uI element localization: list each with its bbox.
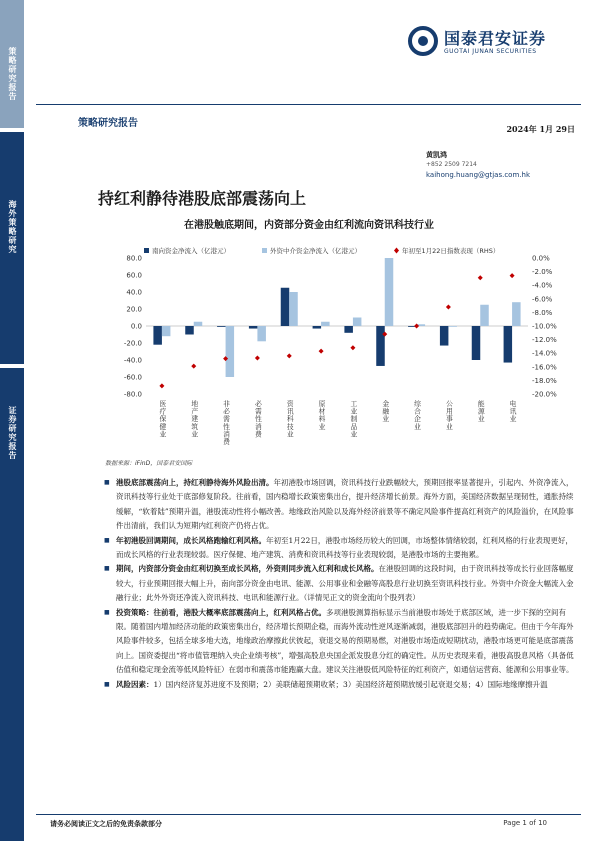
x-category-label-char: 材 bbox=[318, 407, 326, 416]
y-tick-label-left: 40.0 bbox=[126, 288, 142, 297]
index-performance-marker bbox=[191, 364, 196, 369]
bar bbox=[440, 326, 449, 346]
x-category-label-char: 业 bbox=[446, 422, 453, 431]
x-category-label-char: 非 bbox=[223, 400, 230, 408]
index-performance-marker bbox=[510, 273, 515, 278]
x-category-label-char: 地 bbox=[191, 400, 199, 408]
author-phone: +852 2509 7214 bbox=[426, 161, 477, 168]
report-subtitle: 在港股触底期间，内资部分资金由红利流向资讯科技行业 bbox=[184, 220, 434, 231]
x-category-label-char: 需 bbox=[223, 415, 230, 424]
bar bbox=[153, 326, 162, 345]
bullet-heading: 港股底部震荡向上，持红利静待海外风险出清。 bbox=[116, 478, 274, 487]
x-category-label-char: 电 bbox=[509, 400, 517, 408]
bar bbox=[257, 326, 266, 341]
sidebar-label-securities: 证券研究报告 bbox=[8, 406, 17, 460]
y-tick-label-left: -40.0 bbox=[123, 356, 142, 365]
bar bbox=[376, 326, 385, 366]
x-category-label-char: 品 bbox=[350, 422, 358, 431]
y-tick-label-left: 80.0 bbox=[126, 254, 142, 263]
header-rule bbox=[36, 104, 581, 105]
x-category-label-char: 费 bbox=[223, 438, 230, 446]
bullet-heading: 风险因素： bbox=[116, 679, 154, 689]
brand-logo bbox=[408, 26, 580, 58]
index-performance-marker bbox=[255, 355, 260, 360]
bar bbox=[217, 326, 226, 327]
x-category-label-char: 费 bbox=[255, 430, 262, 439]
legend-label: 年初至1月22日指数表现（RHS） bbox=[402, 247, 500, 255]
x-category-label-char: 业 bbox=[382, 415, 390, 424]
bar bbox=[353, 318, 362, 327]
bullet-heading: 期间，内资部分资金由红利切换至成长风格，外资则同步流入红利和成长风格。 bbox=[116, 564, 379, 574]
footer-disclaimer: 请务必阅读正文之后的免责条款部分 bbox=[50, 819, 162, 828]
index-performance-marker bbox=[159, 383, 164, 388]
x-category-label-char: 业 bbox=[509, 415, 517, 424]
legend-label: 外资中介资金净流入（亿港元） bbox=[270, 247, 361, 255]
x-category-label-char: 事 bbox=[446, 415, 453, 424]
y-tick-label-left: 0.0 bbox=[130, 322, 142, 331]
report-type: 策略研究报告 bbox=[78, 118, 138, 129]
bar bbox=[448, 326, 457, 327]
y-tick-label-right: -2.0% bbox=[532, 268, 553, 277]
x-category-label-char: 筑 bbox=[191, 422, 199, 431]
bullet-heading: 投资策略：往前看，港股大概率底部震荡向上，红利风格占优。 bbox=[116, 607, 326, 617]
bar bbox=[472, 326, 481, 360]
x-category-label-char: 性 bbox=[255, 415, 262, 424]
bar bbox=[162, 326, 171, 336]
x-category-label-char: 业 bbox=[350, 430, 358, 439]
x-category-label-char: 原 bbox=[318, 400, 326, 408]
sidebar-block-overseas bbox=[0, 132, 24, 364]
y-tick-label-left: -80.0 bbox=[123, 390, 142, 399]
y-tick-label-right: 0.0% bbox=[532, 254, 550, 263]
summary-bullet bbox=[104, 678, 576, 692]
y-tick-label-right: -6.0% bbox=[532, 295, 553, 304]
x-category-label-char: 疗 bbox=[159, 407, 167, 416]
bar bbox=[344, 326, 353, 333]
x-category-label-char: 产 bbox=[191, 407, 199, 416]
sidebar bbox=[0, 0, 24, 841]
x-category-label-char: 讯 bbox=[509, 407, 517, 416]
bar bbox=[313, 326, 322, 329]
x-category-label-char: 业 bbox=[159, 430, 167, 439]
y-tick-label-right: -10.0% bbox=[532, 322, 557, 331]
legend-swatch bbox=[144, 248, 149, 253]
brand-mark-icon bbox=[408, 26, 438, 56]
footer-rule bbox=[36, 814, 581, 815]
x-category-label-char: 业 bbox=[414, 422, 421, 431]
bullet-body: 年初至1月22日，港股市场经历较大的回调，市场整体情绪较弱，红利风格的行业表现更好，而成长风格的行业表现较弱。医疗保健、地产建筑、消费和资讯科技等行业表现较弱，是港股市场的主要拖累。 bbox=[116, 535, 573, 560]
sidebar-label-strategy: 策略研究报告 bbox=[8, 47, 17, 101]
x-category-label-char: 医 bbox=[159, 400, 167, 408]
x-category-label-char: 料 bbox=[318, 415, 326, 424]
x-category-label-char: 消 bbox=[223, 430, 230, 439]
sidebar-block-securities bbox=[0, 368, 24, 841]
author-block bbox=[426, 150, 530, 180]
x-category-label-char: 科 bbox=[286, 415, 294, 424]
bar bbox=[512, 302, 521, 326]
bullet-body: 1）国内经济复苏进度不及预期；2）美联储超预期收紧；3）美国经济超预期放缓引起衰退交易；4）国际地缘摩擦升温 bbox=[153, 679, 548, 689]
x-category-label-char: 用 bbox=[446, 407, 453, 416]
sector-flow-chart bbox=[112, 240, 572, 456]
y-tick-label-right: -8.0% bbox=[532, 308, 553, 317]
x-category-label-char: 需 bbox=[255, 407, 262, 416]
summary-bullet bbox=[104, 562, 576, 605]
bar bbox=[385, 258, 394, 326]
x-category-label-char: 消 bbox=[255, 422, 262, 431]
bullet-body: 年初港股市场回调，资讯科技行业跌幅较大，预期回报率显著提升，引起内、外资净流入，资讯科技等行业处于底部修复阶段。往前看，国内稳增长政策密集出台，提升经济增长前景。海外方面，美国经济数据呈现韧性，通胀持续缓解，“软着陆”预期升温，港股流动性将小幅改善。地缘政治风险以及海外经济前景等不确定风险事件提高红利资产的风险溢价，在风险事件出清前，我们认为短期内红利资产仍将占优。 bbox=[116, 478, 574, 531]
index-performance-marker bbox=[478, 275, 483, 280]
x-category-label-char: 技 bbox=[286, 422, 294, 431]
summary-bullet bbox=[104, 476, 576, 534]
author-name: 黄凯鸿 bbox=[426, 150, 447, 159]
x-category-label-char: 融 bbox=[382, 407, 390, 416]
bar bbox=[321, 322, 330, 326]
bullet-body: 在港股回调的这段时间，由于资讯科技等成长行业回落幅度较大，行业预期回报大幅上升，南向部分资金由电讯、能源、公用事业和金融等高股息行业切换至资讯科技行业。外资中介资金大幅流入金融行业；此外外资还净流入资讯科技、电讯和能源行业。（详情见正文的资金流向个股列表） bbox=[116, 564, 574, 603]
index-performance-marker bbox=[414, 324, 419, 329]
bar bbox=[194, 322, 203, 326]
brand-subtitle: GUOTAI JUNAN SECURITIES bbox=[444, 48, 537, 55]
index-performance-marker bbox=[350, 345, 355, 350]
y-tick-label-left: -20.0 bbox=[123, 339, 142, 348]
legend-label: 南向资金净流入（亿港元） bbox=[152, 247, 230, 255]
x-category-label-char: 业 bbox=[350, 407, 358, 416]
y-tick-label-right: -20.0% bbox=[532, 390, 557, 399]
x-category-label-char: 综 bbox=[414, 400, 421, 408]
index-performance-marker bbox=[319, 349, 324, 354]
x-category-label-char: 业 bbox=[318, 422, 326, 431]
sidebar-block-strategy bbox=[0, 0, 24, 128]
footer-page-number: Page 1 of 10 bbox=[503, 819, 547, 827]
legend-swatch bbox=[394, 248, 399, 254]
x-category-label-char: 业 bbox=[286, 430, 294, 439]
summary-bullet bbox=[104, 606, 576, 678]
report-title: 持红利静待港股底部震荡向上 bbox=[98, 189, 307, 208]
x-category-label-char: 公 bbox=[446, 400, 453, 408]
y-tick-label-left: -60.0 bbox=[123, 373, 142, 382]
bullet-body: 多项港股测算指标显示当前港股市场处于底部区域，进一步下探的空间有限。随着国内增加经济动能的政策密集出台，经济增长预期企稳，而海外流动性逆风逐渐减弱，港股底部回升的趋势确定。但由于今年海外风险事件较多，包括全球多地大选，地缘政治摩擦此伏彼起，衰退交易的预期易燃，对港股市场造成短期扰动，港股市场更可能是底部震荡向上。国资委提出“将市值管理纳入央企业绩考核”，增强高股息央国企派发股息分红的确定性。从历史表现来看，港股高股息风格（具备低估值和稳定现金流等低风险特征）在弱市和震荡市能跑赢大盘。建议关注港股低风险特征的红利资产，如通信运营商、能源和公用事业等。 bbox=[116, 607, 574, 675]
sidebar-label-overseas: 海外策略研究 bbox=[8, 200, 17, 254]
bar bbox=[289, 292, 298, 326]
x-category-label-char: 资 bbox=[286, 400, 294, 408]
bar bbox=[226, 326, 235, 377]
x-category-label-char: 性 bbox=[223, 422, 230, 431]
x-category-label-char: 制 bbox=[350, 415, 358, 424]
x-category-label-char: 合 bbox=[414, 407, 421, 416]
index-performance-marker bbox=[446, 304, 451, 309]
x-category-label-char: 业 bbox=[477, 415, 485, 424]
x-category-label-char: 必 bbox=[223, 407, 230, 416]
author-email[interactable]: kaihong.huang@gtjas.com.hk bbox=[426, 171, 530, 179]
x-category-label-char: 能 bbox=[477, 400, 485, 408]
y-tick-label-right: -12.0% bbox=[532, 336, 557, 345]
y-tick-label-left: 60.0 bbox=[126, 271, 142, 280]
x-category-label-char: 讯 bbox=[286, 407, 294, 416]
bar bbox=[504, 326, 513, 363]
x-category-label-char: 工 bbox=[350, 400, 358, 408]
x-category-label-char: 业 bbox=[191, 430, 199, 439]
x-category-label-char: 必 bbox=[255, 400, 262, 408]
chart-source: 数据来源：iFinD，国泰君安国际 bbox=[105, 460, 193, 467]
bar bbox=[281, 288, 290, 326]
x-category-label-char: 金 bbox=[382, 400, 390, 408]
index-performance-marker bbox=[287, 353, 292, 358]
bar bbox=[249, 326, 258, 329]
x-category-label-char: 保 bbox=[159, 415, 167, 424]
x-category-label-char: 健 bbox=[159, 422, 167, 431]
x-category-label-char: 建 bbox=[191, 415, 199, 424]
y-tick-label-right: -14.0% bbox=[532, 349, 557, 358]
bar bbox=[185, 326, 194, 335]
report-date: 2024年 1月 29日 bbox=[506, 124, 575, 134]
summary-bullets bbox=[104, 476, 576, 692]
bar bbox=[480, 305, 489, 326]
summary-bullet bbox=[104, 534, 576, 563]
bullet-heading: 年初港股回调期间，成长风格跑输红利风格。 bbox=[116, 535, 266, 545]
y-tick-label-right: -18.0% bbox=[532, 376, 557, 385]
y-tick-label-right: -4.0% bbox=[532, 281, 553, 290]
x-category-label-char: 企 bbox=[414, 415, 421, 424]
legend-swatch bbox=[262, 248, 267, 253]
x-category-label-char: 源 bbox=[477, 407, 485, 416]
brand-name: 国泰君安证券 bbox=[444, 29, 547, 48]
y-tick-label-left: 20.0 bbox=[126, 305, 142, 314]
y-tick-label-right: -16.0% bbox=[532, 363, 557, 372]
